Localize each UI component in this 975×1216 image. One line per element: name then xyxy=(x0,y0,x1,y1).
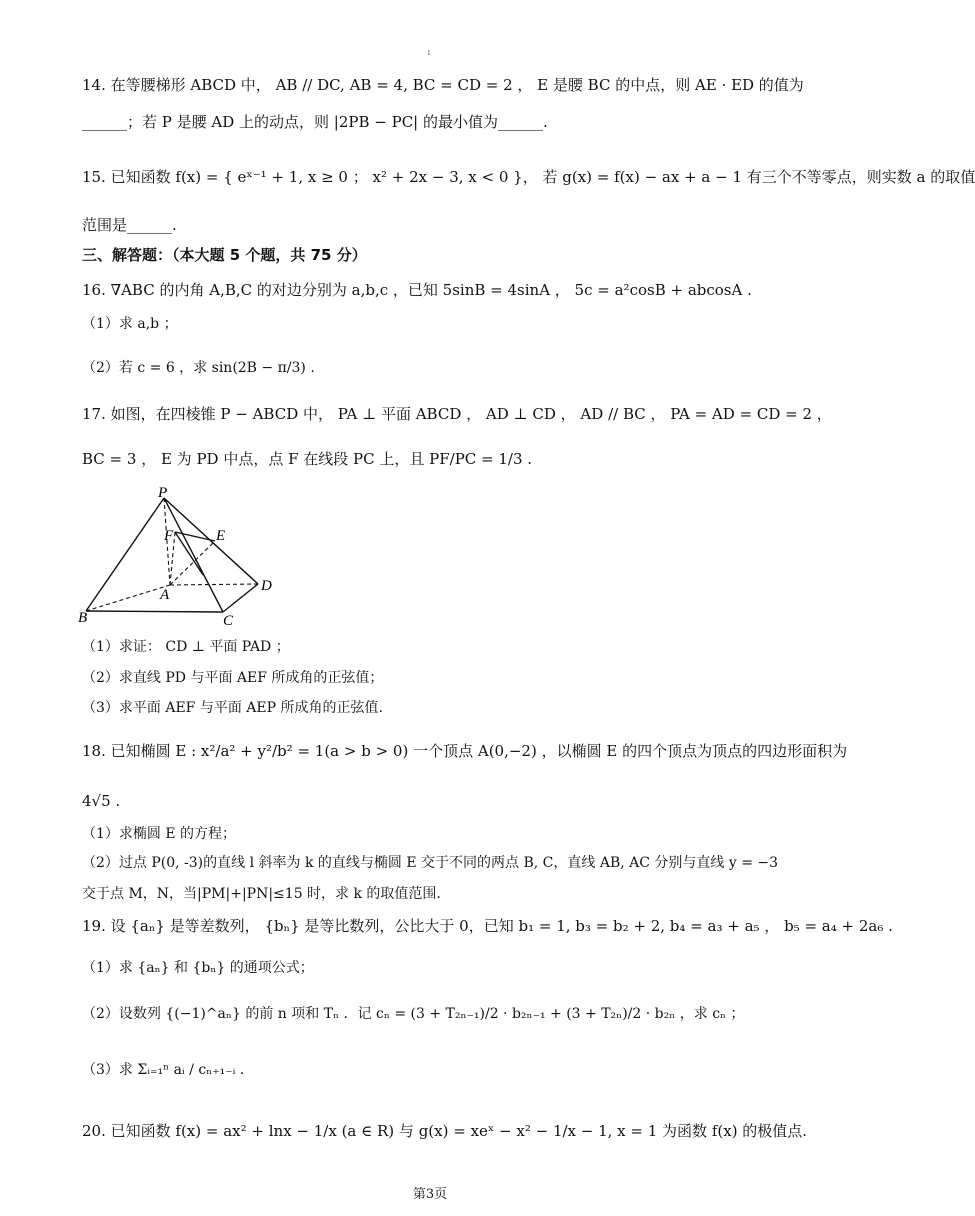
question-14-line-1: 14. 在等腰梯形 ABCD 中， AB // DC, AB = 4, BC = CD = 2 ， E 是腰 BC 的中点，则 AE · ED 的值为 xyxy=(82,76,804,94)
question-19-part-2: （2）设数列 {(−1)^aₙ} 的前 n 项和 Tₙ ．记 cₙ = (3 + T₂ₙ₋₁)/2 · b₂ₙ₋₁ + (3 + T₂ₙ)/2 · b₂ₙ ，求 cₙ ； xyxy=(82,1006,745,1022)
label-A: A xyxy=(160,587,170,603)
pyramid-figure xyxy=(78,483,278,628)
question-18-part-2-line-2: 交于点 M，N，当|PM|+|PN|≤15 时，求 k 的取值范围. xyxy=(82,886,441,902)
label-C: C xyxy=(223,613,234,629)
question-20: 20. 已知函数 f(x) = ax² + lnx − 1/x (a ∈ R) 与 g(x) = xeˣ − x² − 1/x − 1, x = 1 为函数 f(x) 的极值点. xyxy=(82,1122,808,1140)
label-F: F xyxy=(164,528,174,544)
question-15-line-1: 15. 已知函数 f(x) = { eˣ⁻¹ + 1, x ≥ 0 ； x² + 2x − 3, x < 0 }， 若 g(x) = f(x) − ax + a − 1 有三个不等零点，则实数 a 的取值 xyxy=(82,168,975,186)
question-17-line-2: BC = 3 ， E 为 PD 中点，点 F 在线段 PC 上，且 PF/PC = 1/3 . xyxy=(82,450,533,468)
label-B: B xyxy=(78,610,88,626)
question-18-line-2: 4√5 . xyxy=(82,792,121,810)
question-17-part-3: （3）求平面 AEF 与平面 AEP 所成角的正弦值. xyxy=(82,700,383,716)
question-16: 16. ∇ABC 的内角 A,B,C 的对边分别为 a,b,c ，已知 5sinB = 4sinA ， 5c = a²cosB + abcosA . xyxy=(82,281,752,299)
question-16-part-2: （2）若 c = 6 ，求 sin(2B − π/3) . xyxy=(82,360,315,376)
question-17-part-2: （2）求直线 PD 与平面 AEF 所成角的正弦值； xyxy=(82,670,384,686)
label-E: E xyxy=(216,528,226,544)
question-17-part-1: （1）求证： CD ⊥ 平面 PAD ； xyxy=(82,639,290,655)
label-D: D xyxy=(261,578,272,594)
section-3-heading: 三、解答题：（本大题 5 个题，共 75 分） xyxy=(82,246,367,264)
question-18-line-1: 18. 已知椭圆 E : x²/a² + y²/b² = 1(a > b > 0) 一个顶点 A(0,−2) ，以椭圆 E 的四个顶点为顶点的四边形面积为 xyxy=(82,742,848,760)
page-top-mark: 1 xyxy=(427,50,431,57)
question-19: 19. 设 {aₙ} 是等差数列， {bₙ} 是等比数列，公比大于 0，已知 b₁ = 1, b₃ = b₂ + 2, b₄ = a₃ + a₅ ， b₅ = a₄ + 2a₆ . xyxy=(82,917,893,935)
question-18-part-1: （1）求椭圆 E 的方程； xyxy=(82,826,237,842)
question-19-part-1: （1）求 {aₙ} 和 {bₙ} 的通项公式； xyxy=(82,960,314,976)
question-15-line-2: 范围是______. xyxy=(82,216,177,234)
question-14-line-2: ______；若 P 是腰 AD 上的动点，则 |2PB − PC| 的最小值为______. xyxy=(82,113,548,131)
question-18-part-2-line-1: （2）过点 P(0, -3)的直线 l 斜率为 k 的直线与椭圆 E 交于不同的两点 B, C，直线 AB, AC 分别与直线 y = −3 xyxy=(82,855,779,871)
label-P: P xyxy=(158,485,168,501)
question-16-part-1: （1）求 a,b ； xyxy=(82,316,178,332)
question-19-part-3: （3）求 Σᵢ₌₁ⁿ aᵢ / cₙ₊₁₋ᵢ . xyxy=(82,1062,245,1078)
question-17-line-1: 17. 如图，在四棱锥 P − ABCD 中， PA ⊥ 平面 ABCD ， AD ⊥ CD ， AD // BC ， PA = AD = CD = 2 ， xyxy=(82,405,832,423)
page-number: 第3页 xyxy=(412,1187,448,1202)
